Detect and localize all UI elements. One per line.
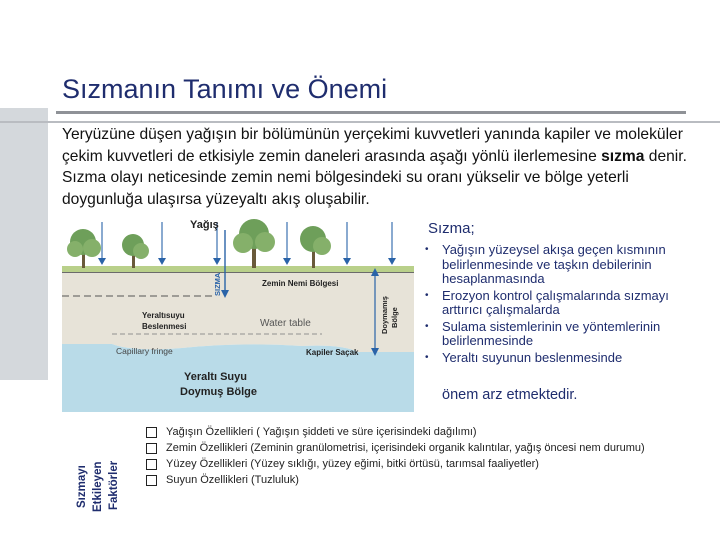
sizma-importance-list xyxy=(422,243,712,367)
side-label-line1: Sızmayı xyxy=(76,465,88,508)
checkbox-bullet-icon xyxy=(146,459,157,470)
list-item-text: Yağışın Özellikleri ( Yağışın şiddeti ve süre içerisindeki dağılımı) xyxy=(166,426,477,438)
list-item-text: Yağışın yüzeysel akışa geçen kısmının belirlenmesinde ve taşkın debilerinin hesaplanmasında xyxy=(442,242,666,286)
rain-label: Yağış xyxy=(190,219,219,231)
capillary-zone-label: Kapiler Saçak xyxy=(306,348,359,357)
sizma-conclusion: önem arz etmektedir. xyxy=(442,387,578,403)
list-item-text: Suyun Özellikleri (Tuzluluk) xyxy=(166,474,299,486)
bullet-icon: • xyxy=(425,320,429,332)
sizma-label: SIZMA xyxy=(213,272,222,296)
recharge-label-line2: Beslenmesi xyxy=(142,322,187,331)
unsaturated-label-line1: Doymamış xyxy=(380,296,389,334)
intro-text-start: Yeryüzüne düşen yağışın bir bölümünün yerçekimi kuvvetleri yanında kapiler ve moleküler çekim kuvvetleri de etkisiyle zemin daneleri arasında aşağı yönlü ilerlemesine xyxy=(62,126,683,165)
list-item-text: Sulama sistemlerinin ve yöntemlerinin belirlenmesinde xyxy=(442,318,661,348)
recharge-label-line1: Yeraltısuyu xyxy=(142,311,185,320)
intro-paragraph xyxy=(62,124,702,210)
list-item-text: Erozyon kontrol çalışmalarında sızmayı arttırıcı çalışmalarda xyxy=(442,287,669,317)
list-item xyxy=(422,243,712,287)
intro-text-end: denir. Sızma olayı neticesinde zemin nemi bölgesindeki su oranı yükselir ve bölge yeterli doygunluğa ulaşırsa yüzeyaltı akış oluşabilir. xyxy=(62,147,687,208)
list-item-text: Yeraltı suyunun beslenmesinde xyxy=(442,349,623,365)
capillary-fringe-label: Capillary fringe xyxy=(116,346,173,356)
list-item xyxy=(146,440,706,456)
diagram-canvas xyxy=(62,212,414,412)
water-table-label: Water table xyxy=(260,318,311,329)
intro-keyword: sızma xyxy=(601,147,645,165)
infiltration-diagram xyxy=(62,212,414,412)
list-item xyxy=(146,456,706,472)
side-label-line2: Etkileyen xyxy=(92,461,104,512)
unsaturated-label-line2: Bölge xyxy=(390,307,399,328)
checkbox-bullet-icon xyxy=(146,443,157,454)
list-item-text: Zemin Özellikleri (Zeminin granülometrisi, içerisindeki organik kalıntılar, yağış öncesi nem durumu) xyxy=(166,442,645,454)
bullet-icon: • xyxy=(425,351,429,363)
slide-title: Sızmanın Tanımı ve Önemi xyxy=(62,74,388,104)
sizma-heading: Sızma; xyxy=(428,220,475,237)
checkbox-bullet-icon xyxy=(146,427,157,438)
list-item xyxy=(422,320,712,349)
list-item-text: Yüzey Özellikleri (Yüzey sıklığı, yüzey eğimi, bitki örtüsü, tarımsal faaliyetler) xyxy=(166,458,539,470)
list-item xyxy=(146,472,706,488)
groundwater-label-line2: Doymuş Bölge xyxy=(180,386,258,398)
factors-list xyxy=(146,424,706,488)
list-item xyxy=(422,351,712,366)
grass-strip xyxy=(62,266,414,272)
side-label-line3: Faktörler xyxy=(108,460,120,510)
list-item xyxy=(146,424,706,440)
checkbox-bullet-icon xyxy=(146,475,157,486)
soil-moisture-label: Zemin Nemi Bölgesi xyxy=(262,279,339,288)
list-item xyxy=(422,289,712,318)
header-divider xyxy=(0,121,720,123)
bullet-icon: • xyxy=(425,289,429,301)
unsaturated-soil xyxy=(62,272,414,352)
groundwater-label-line1: Yeraltı Suyu xyxy=(184,371,247,383)
bullet-icon: • xyxy=(425,244,429,255)
factors-side-label xyxy=(76,428,136,514)
title-underline xyxy=(56,111,686,114)
